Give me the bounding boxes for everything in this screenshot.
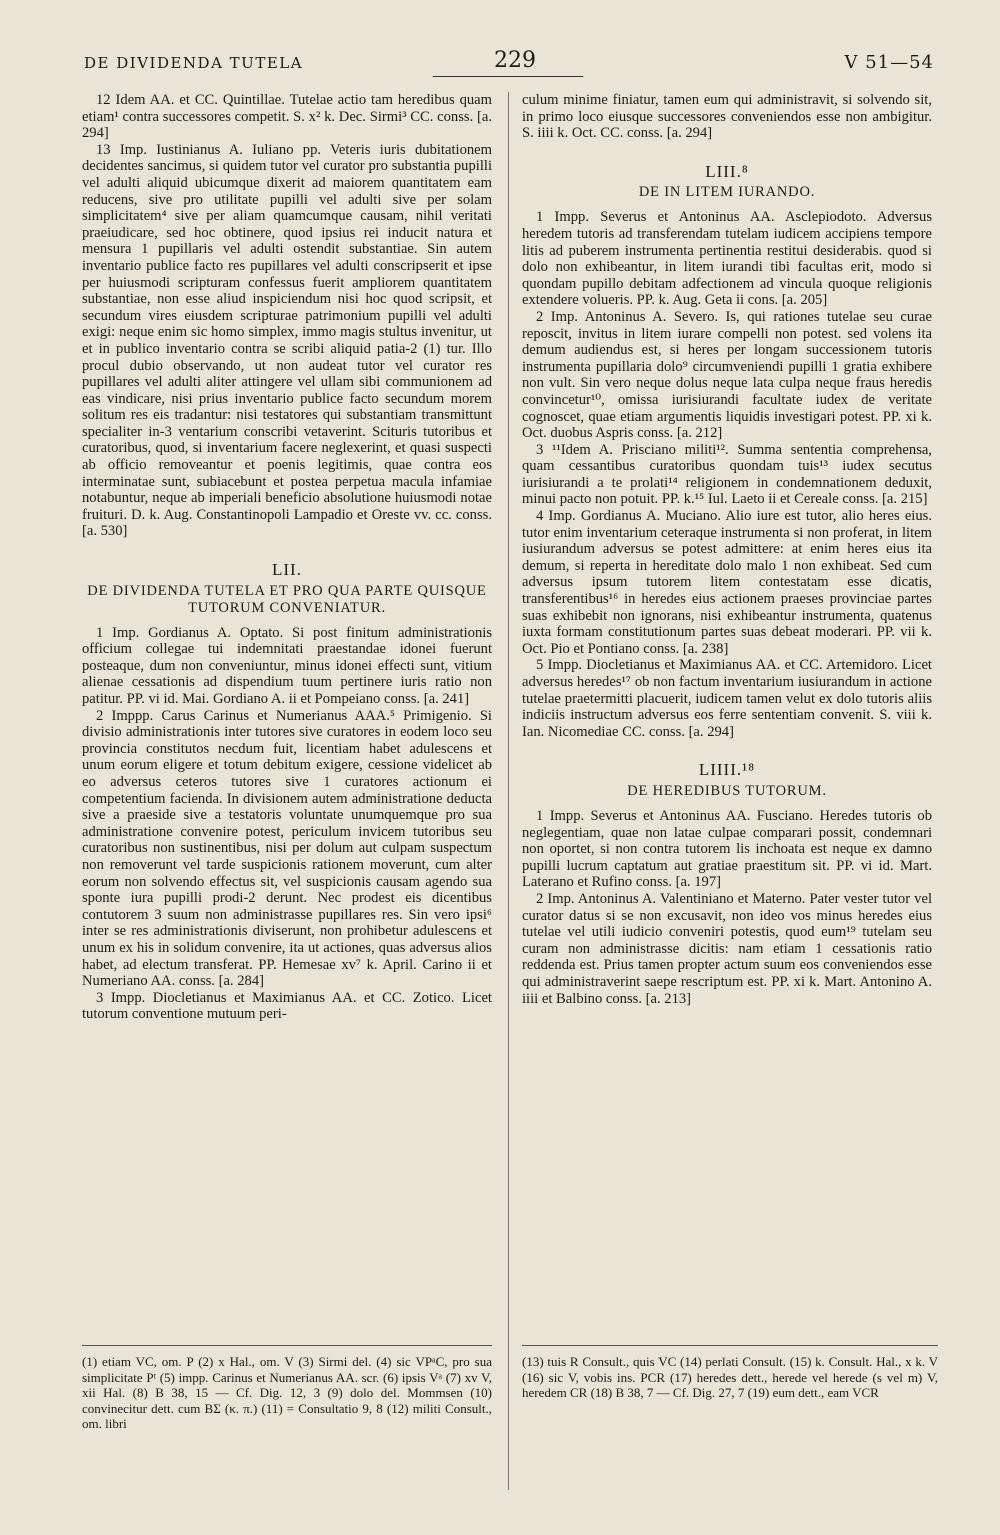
section-number: LIIII.¹⁸ [698, 760, 756, 780]
section-title: DE DIVIDENDA TUTELA ET PRO QUA PARTE QUISQUE TUTORUM CONVENIATUR. [87, 582, 487, 616]
section-title: DE HEREDIBUS TUTORUM. [627, 782, 827, 799]
page-number: 229 [494, 48, 536, 73]
paragraph: 1 Impp. Severus et Antoninus AA. Fusciano. Heredes tutoris ob neglegentiam, quae non latae culpae comparari possit, condemnari non oportet, si non contra tutorem lis inchoata est neque ex damno pupilli lucrum captatum aut gratiae praestitum sit. PP. vi id. Mart. Laterano et Rufino conss. [a. 197] [522, 807, 932, 891]
paragraph: 5 Impp. Diocletianus et Maximianus AA. et CC. Artemidoro. Licet adversus heredes¹⁷ ob non factum inventarium iusiurandum in actione tutelae praetermitti placuerit, iudicem tamen velut ex dolo tutoris aliis indiciis instructum adversus eos ferre sententiam convenit. S. viii k. Ian. Nicomediae CC. conss. [a. 294] [522, 657, 932, 740]
right-column [522, 92, 932, 1007]
paragraph: 1 Imp. Gordianus A. Optato. Si post finitum administrationis officium collegae tui indemnitati praestandae idonei fuerunt posteaque, dum non conveniuntur, minus idonei effecti sunt, vitium alienae cessationis ad dispendium tuum pertinere iuris ratio non patitur. PP. vi id. Mai. Gordiano A. ii et Pompeiano conss. [a. 241] [82, 624, 492, 707]
paragraph: 2 Imp. Antoninus A. Severo. Is, qui rationes tutelae seu curae reposcit, invitus in litem iurare compelli non potest. sed volens ita demum audiendus est, si heres per longam successionem tutoris instrumenta pupillaria dolo⁹ circumveniendi pupilli 1 gratia exhibere non vult. Sin vero neque dolus neque lata culpa neque fraus heredis convincetur¹⁰, omissa iurisiurandi facultate iudex de veritate cognoscet, quae etiam argumentis liquidis investigari potest. PP. xi k. Oct. duobus Aspris conss. [a. 212] [522, 308, 932, 442]
paragraph: 4 Imp. Gordianus A. Muciano. Alio iure est tutor, alio heres eius. tutor enim inventarium ceteraque instrumenta si non proferat, in litem iusiurandum adversus se potest admittere: at enim heres eius ita demum, si reperta in hereditate dolo malo 1 non exhibeat. Sed cum adversus ipsum tutorem litem contestatam esse dicatis, transferentibus¹⁶ in heredes eius actionem praeses provinciae partes suas exhibebit non ignorans, nisi exhibeantur instrumenta, quatenus iuxta formam constitutionum partes suas debeat moderari. PP. vii k. Oct. Pio et Pontiano conss. [a. 238] [522, 508, 932, 657]
left-column [82, 92, 492, 1023]
paragraph: 13 Imp. Iustinianus A. Iuliano pp. Veteris iuris dubitationem decidentes sancimus, si quidem tutor vel curator pro substantia pupilli vel adulti aliquid ubicumque dixerit ad maiorem quantitatem eam reducens, sive pro utilitate pupilli vel adulti sive per solam simplicitatem⁴ sive per aliam quamcumque causam, nihil veritati praeiudicare, sed hoc obtinere, quod ipsius rei inducit natura et mensura 1 pupillaris vel adulti ostendit substantiae. Sin autem inventario publice facto res pupillares vel adulti conscripserit et ipse per huiusmodi scripturam confessus fuerit ampliorem quantitatem substantiae, non esse aliud inspiciendum nisi hoc quod scripsit, et secundum vires eiusdem scripturae patrimonium pupilli vel adulti exigi: neque enim sic homo simplex, immo magis stultus invenitur, ut et in publico inventario contra se scribi aliquid patia-2 (1) tur. Illo procul dubio observando, ut non audeat tutor vel curator res pupillares vel adulti aliter attingere vel ullam sibi communionem ad eas vindicare, nisi prius inventario publice facto secundum morem solitum res eis tradantur: nisi testatores qui substantiam transmittunt specialiter in-3 ventarium conscribi vetaverint. Scituris tutoribus et curatoribus, quod, si inventarium facere neglexerint, et quasi suspecti ab officio removeantur et poenis legitimis, quae contra eos interminatae sunt, subiacebunt et postea perpetua macula infamiae notabuntur, neque ab imperiali beneficio absolutione huiusmodi notae fruituri. D. k. Aug. Constantinopoli Lampadio et Oreste vv. cc. conss. [a. 530] [82, 141, 492, 540]
header-rule [433, 76, 583, 77]
footnotes-left: (1) etiam VC, om. P (2) x Hal., om. V (3) Sirmi del. (4) sic VPᵃC, pro sua simplicitate Pᵗ (5) impp. Carinus et Numerianus AA. scr. (6) ipsis Vᵃ (7) xv V, xii Hal. (8) B 38, 15 — Cf. Dig. 12, 3 (9) dolo del. Mommsen (10) convinecitur dett. cum BΣ (κ. π.) (11) = Consultatio 9, 8 (12) militi Consult., om. libri [82, 1354, 492, 1431]
section-number: LIII.⁸ [705, 161, 749, 181]
running-header [0, 48, 1000, 78]
section-number: LII. [272, 560, 302, 580]
paragraph: 12 Idem AA. et CC. Quintillae. Tutelae actio tam heredibus quam etiam¹ contra successores competit. S. x² k. Dec. Sirmi³ CC. conss. [a. 294] [82, 92, 492, 142]
paragraph: culum minime finiatur, tamen eum qui administravit, si solvendo sit, in primo loco eiusque successores conveniendos esse non ambigitur. S. iiii k. Oct. CC. conss. [a. 294] [522, 92, 932, 142]
footnote-rule [522, 1345, 938, 1346]
paragraph: 3 Impp. Diocletianus et Maximianus AA. et CC. Zotico. Licet tutorum conventione mutuum peri- [82, 989, 492, 1023]
footnotes-right: (13) tuis R Consult., quis VC (14) perlati Consult. (15) k. Consult. Hal., x k. V (16) sic V, vobis ins. PCR (17) heredes dett., herede vel herede (s vel m) V, heredem CR (18) B 38, 7 — Cf. Dig. 27, 7 (19) eum dett., eam VCR [522, 1354, 938, 1400]
footnote-rule [82, 1345, 492, 1346]
column-divider [508, 92, 509, 1490]
paragraph: 1 Impp. Severus et Antoninus AA. Asclepiodoto. Adversus heredem tutoris ad transferendam tutelam iudicem accipiens tempore litis ad puberem instrumenta pertinentia restitui desiderabis. quod si dolo non exhibeantur, in litem iurandi tibi facultas erit, modo si quondam pupillo debitam adfectionem ad vincula quoque religionis extendere volueris. PP. k. Aug. Geta ii cons. [a. 205] [522, 209, 932, 309]
paragraph: 3 ¹¹Idem A. Prisciano militi¹². Summa sententia comprehensa, quam cessantibus curatoribus quondam tuis¹³ iudex secutus iurisiurandi a te prolati¹⁴ religionem in condemnationem deduxit, minui pacto non potuit. PP. k.¹⁵ Iul. Laeto ii et Cereale conss. [a. 215] [522, 441, 932, 508]
section-title: DE IN LITEM IURANDO. [638, 184, 816, 201]
paragraph: 2 Imp. Antoninus A. Valentiniano et Materno. Pater vester tutor vel curator datus si se non excusavit, non ideo vos minus heredes eius tutelae vel utili iudicio conveniri potestis, quod eum¹⁹ tutelam seu curam non administrasse dicitis: nam etiam 1 cessationis ratio reddenda est. Prius tamen propter actum suum eos conveniendos esse qui administraverint saepe rescriptum est. PP. xi k. Mart. Antonino A. iiii et Balbino conss. [a. 213] [522, 890, 932, 1007]
paragraph: 2 Imppp. Carus Carinus et Numerianus AAA.⁵ Primigenio. Si divisio administrationis inter tutores sive curatores in eodem loco seu provincia constitutos necdum fuit, licentiam habet adulescens et unum eorum eligere et totum debitum exigere, cessione videlicet ab eo adversus ceteros tutores sive 1 curatores actionum ei competentium facienda. In divisionem autem administratione deducta sive a praeside sive a testatoris voluntate unumquemque pro sua administratione convenire potest, periculum invicem tutoribus seu curatoribus non sustinentibus, nisi per dolum aut culpam suspectum non removerunt vel tarde suspicionis rationem moverunt, cum alter eorum non solvendo effectus sit, vel suspicionis causam agendo sua sponte iura pupilli prodi-2 derunt. Nec prodest eis dicentibus contutorem 3 suum non administrasse pupillares res. Sin vero ipsi⁶ inter se res administrationis diviserunt, non prohibetur adulescens et unum ex his in solidum convenire, ita ut actiones, quas adversus alios habet, ad electum transferat. PP. Hemesae xv⁷ k. April. Carino ii et Numeriano AA. conss. [a. 284] [82, 707, 492, 990]
header-title: DE DIVIDENDA TUTELA [84, 54, 304, 72]
header-reference: V 51—54 [844, 52, 934, 73]
